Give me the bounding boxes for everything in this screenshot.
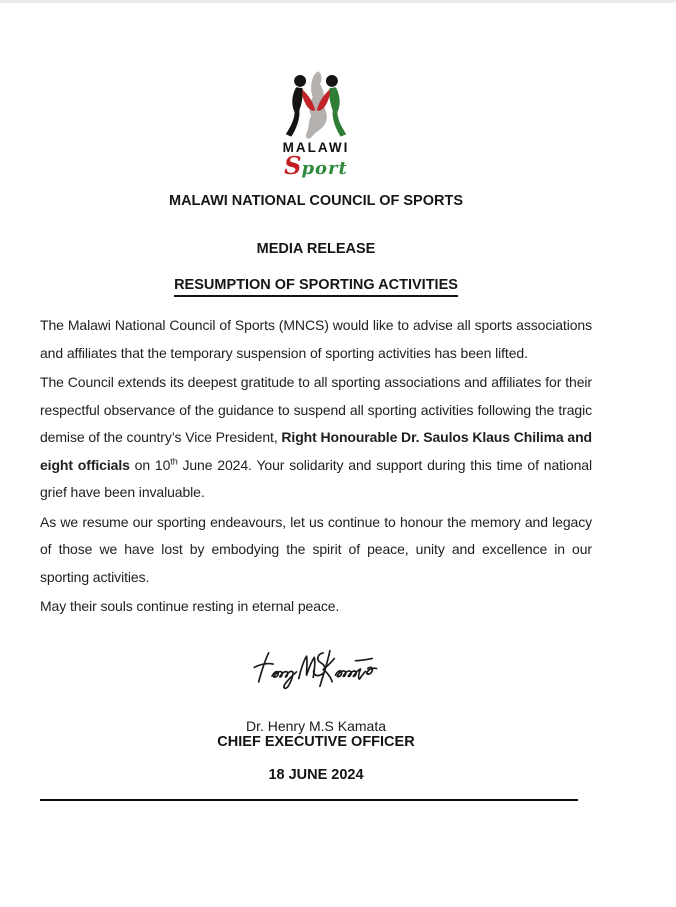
release-date: 18 JUNE 2024 [268, 766, 364, 783]
org-name-heading: MALAWI NATIONAL COUNCIL OF SPORTS [168, 193, 464, 209]
logo-script-initial: S [284, 151, 302, 180]
body-text [40, 312, 592, 621]
signature-stroke-m [299, 656, 315, 678]
dancer-left-head [294, 75, 306, 87]
logo-wordmark: MALAWI [282, 140, 350, 155]
signature-stroke-amata [335, 669, 365, 679]
paragraph-4: May their souls continue resting in eternal peace. [40, 598, 340, 614]
subject-heading [40, 276, 592, 297]
paragraph-2 [40, 369, 592, 507]
paragraph-2-bold-names: Right Honourable Dr. Saulos Klaus Chilima and eight officials [40, 429, 592, 473]
signature-stroke-h [254, 652, 273, 681]
dancer-right-body [329, 87, 346, 136]
paragraph-2-date-prefix: on 10 [129, 456, 171, 473]
bottom-rule [40, 799, 578, 801]
paragraph-2-ordinal-suffix: th [170, 455, 178, 466]
paragraph-2-close: June 2024. Your solidarity and support during this time of national grief have been invaluable. [40, 456, 592, 500]
top-border [0, 0, 676, 3]
doc-type-heading: MEDIA RELEASE [256, 241, 376, 257]
subject-heading-text: RESUMPTION OF SPORTING ACTIVITIES [174, 277, 458, 297]
dancer-right-head [326, 75, 338, 87]
paragraph-3: As we resume our sporting endeavours, let us continue to honour the memory and legacy of those we have lost by embodying the spirit of peace, unity and excellence in our sporting activities. [40, 513, 592, 585]
document-content [0, 69, 676, 801]
signatory-name: Dr. Henry M.S Kamata [245, 717, 387, 734]
paragraph-2-lead: The Council extends its deepest gratitude to all sporting associations and affiliates for their respectful observance of the guidance to suspend all sporting activities following the tragic demise of the country’s Vice President, [40, 374, 592, 445]
dancer-left-body [286, 87, 303, 136]
paragraph-1: The Malawi National Council of Sports (MNCS) would like to advise all sports associations and affiliates that the temporary suspension of sporting activities has been lifted. [40, 317, 592, 361]
signature-stroke-enry [272, 671, 296, 688]
logo-script [256, 151, 376, 180]
signature-stroke-k-legs [323, 658, 334, 681]
signatory-title: CHIEF EXECUTIVE OFFICER [217, 733, 415, 750]
logo-script-rest: port [301, 158, 348, 179]
logo [256, 69, 376, 180]
signature-handwriting [252, 645, 380, 692]
malawi-sport-emblem-icon [275, 69, 357, 139]
